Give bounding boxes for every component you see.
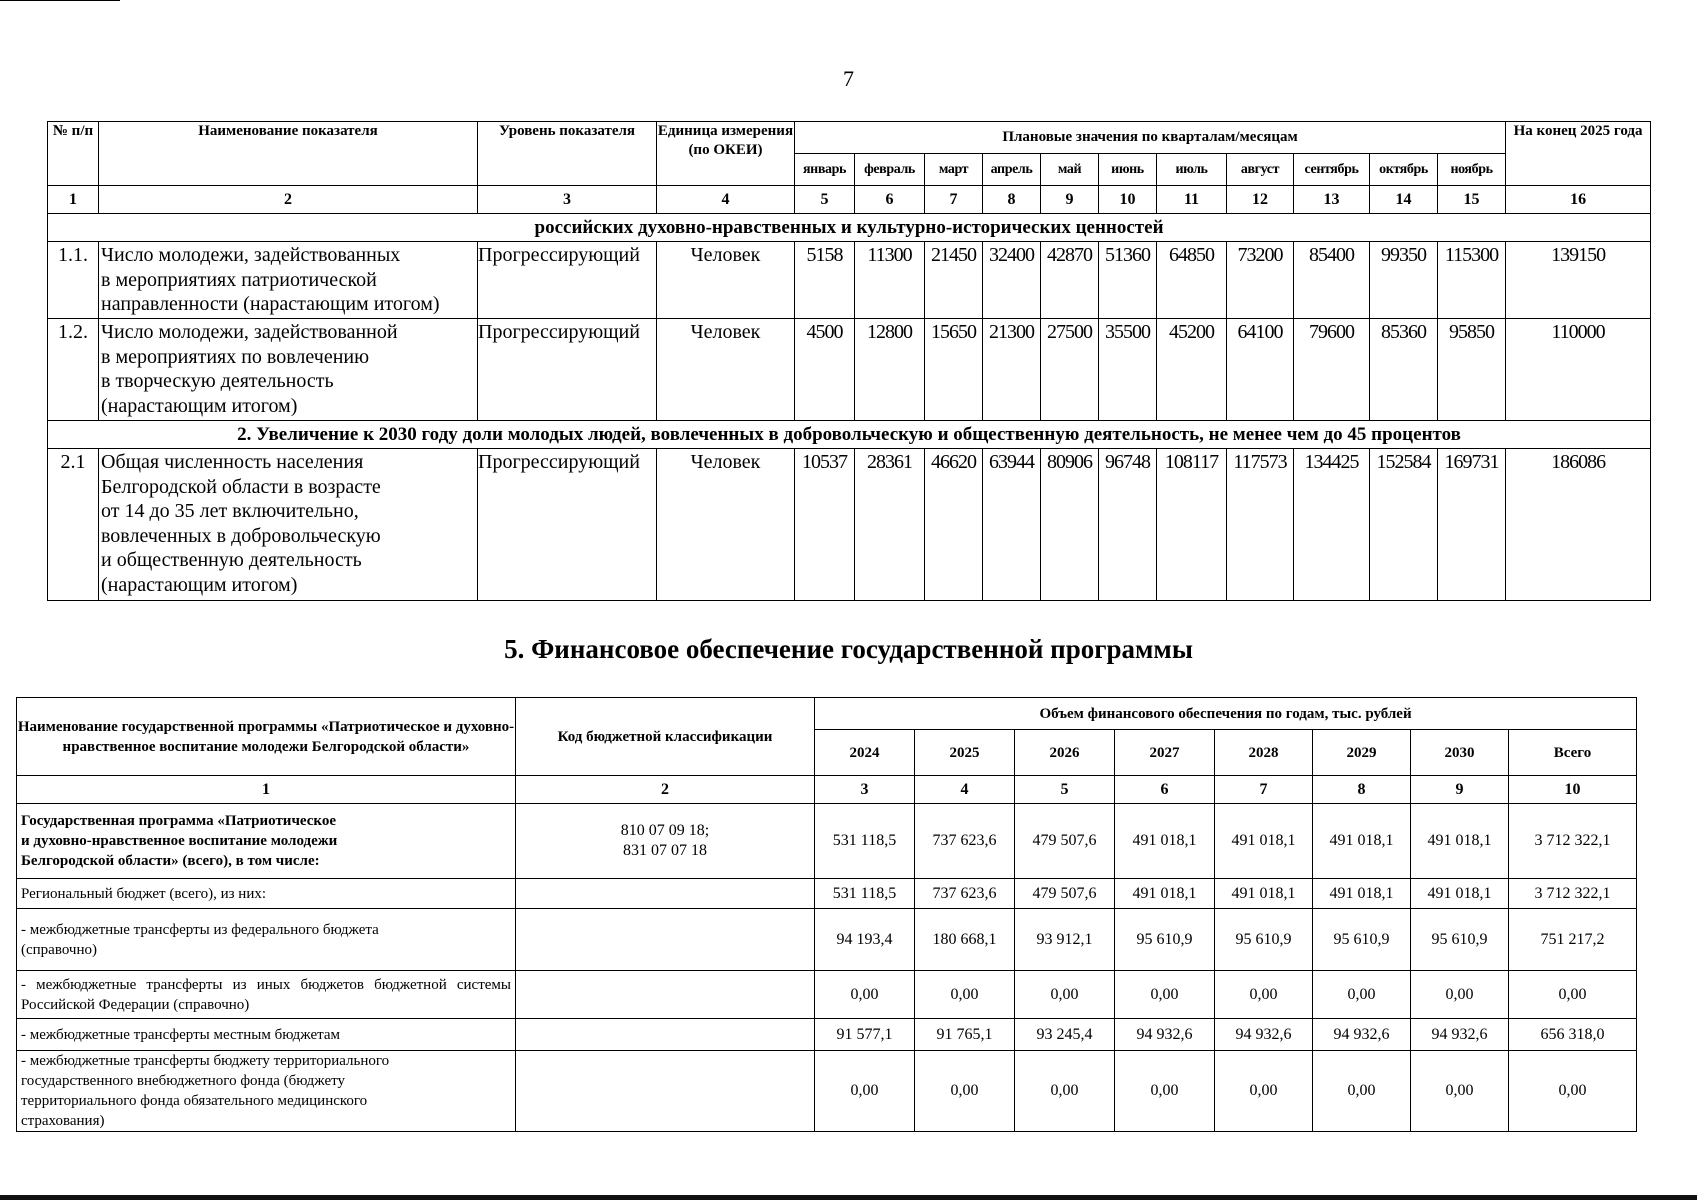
plan-value: 134425 bbox=[1294, 449, 1370, 601]
table-row bbox=[17, 971, 1637, 1019]
col-number: 5 bbox=[1015, 776, 1115, 804]
finance-value: 491 018,1 bbox=[1411, 879, 1509, 909]
col-number: 9 bbox=[1041, 186, 1099, 214]
finance-value: 0,00 bbox=[915, 971, 1015, 1019]
col-number: 2 bbox=[99, 186, 478, 214]
col-number: 8 bbox=[1313, 776, 1411, 804]
finance-value: 91 577,1 bbox=[815, 1019, 915, 1051]
month-header: март bbox=[925, 154, 983, 186]
page-number: 7 bbox=[843, 66, 854, 91]
finance-value: 95 610,9 bbox=[1411, 909, 1509, 971]
col-number: 5 bbox=[795, 186, 855, 214]
col-number: 10 bbox=[1099, 186, 1157, 214]
finance-value: 737 623,6 bbox=[915, 804, 1015, 879]
finance-value: 0,00 bbox=[1215, 1051, 1313, 1132]
finance-value: 479 507,6 bbox=[1015, 879, 1115, 909]
indicator-unit: Человек bbox=[657, 319, 795, 421]
plan-value: 64850 bbox=[1157, 242, 1227, 319]
finance-value: 0,00 bbox=[1015, 1051, 1115, 1132]
finance-value: 95 610,9 bbox=[1115, 909, 1215, 971]
finance-value: 180 668,1 bbox=[915, 909, 1015, 971]
header-program: Наименование государственной программы «Патриотическое и духовно-нравственное воспитание молодежи Белгородской области» bbox=[17, 698, 516, 776]
indicator-name: Число молодежи, задействованных в мероприятиях патриотической направленности (нарастающим итогом) bbox=[99, 242, 478, 319]
scan-bottom-border bbox=[0, 1195, 1697, 1200]
month-header: февраль bbox=[855, 154, 925, 186]
finance-value: 491 018,1 bbox=[1215, 804, 1313, 879]
plan-value: 80906 bbox=[1041, 449, 1099, 601]
plan-value: 85360 bbox=[1370, 319, 1438, 421]
row-num: 1.1. bbox=[48, 242, 99, 319]
plan-value: 117573 bbox=[1227, 449, 1294, 601]
budget-code bbox=[516, 971, 815, 1019]
header-end: На конец 2025 года bbox=[1506, 122, 1651, 186]
finance-table bbox=[16, 697, 1637, 1132]
indicator-name: Число молодежи, задействованной в мероприятиях по вовлечению в творческую деятельность (нарастающим итогом) bbox=[99, 319, 478, 421]
finance-value: 0,00 bbox=[815, 1051, 915, 1132]
budget-code bbox=[516, 909, 815, 971]
plan-value: 51360 bbox=[1099, 242, 1157, 319]
budget-code bbox=[516, 1051, 815, 1132]
year-header: 2028 bbox=[1215, 730, 1313, 776]
plan-value: 169731 bbox=[1438, 449, 1506, 601]
plan-value: 115300 bbox=[1438, 242, 1506, 319]
budget-code: 810 07 09 18; 831 07 07 18 bbox=[516, 804, 815, 879]
plan-value: 32400 bbox=[983, 242, 1041, 319]
indicator-level: Прогрессирующий bbox=[478, 319, 657, 421]
finance-value: 491 018,1 bbox=[1313, 879, 1411, 909]
indicator-unit: Человек bbox=[657, 449, 795, 601]
finance-value: 491 018,1 bbox=[1411, 804, 1509, 879]
finance-value: 94 932,6 bbox=[1115, 1019, 1215, 1051]
table-row bbox=[48, 242, 1651, 319]
section-title: 2. Увеличение к 2030 году доли молодых людей, вовлеченных в добровольческую и общественную деятельность, не менее чем до 45 процентов bbox=[48, 421, 1651, 449]
plan-value: 21450 bbox=[925, 242, 983, 319]
scan-mark-line bbox=[0, 0, 120, 1]
month-header: июнь bbox=[1099, 154, 1157, 186]
finance-total: 3 712 322,1 bbox=[1509, 879, 1637, 909]
year-header: 2029 bbox=[1313, 730, 1411, 776]
col-number: 10 bbox=[1509, 776, 1637, 804]
finance-value: 737 623,6 bbox=[915, 879, 1015, 909]
finance-value: 531 118,5 bbox=[815, 879, 915, 909]
year-header: 2025 bbox=[915, 730, 1015, 776]
table-row bbox=[17, 909, 1637, 971]
finance-value: 0,00 bbox=[1215, 971, 1313, 1019]
finance-total: 656 318,0 bbox=[1509, 1019, 1637, 1051]
finance-value: 0,00 bbox=[1313, 971, 1411, 1019]
header-code: Код бюджетной классификации bbox=[516, 698, 815, 776]
finance-value: 95 610,9 bbox=[1215, 909, 1313, 971]
month-header: май bbox=[1041, 154, 1099, 186]
finance-value: 94 932,6 bbox=[1215, 1019, 1313, 1051]
finance-value: 0,00 bbox=[1411, 1051, 1509, 1132]
plan-value: 108117 bbox=[1157, 449, 1227, 601]
finance-value: 0,00 bbox=[1015, 971, 1115, 1019]
month-header: октябрь bbox=[1370, 154, 1438, 186]
indicator-level: Прогрессирующий bbox=[478, 242, 657, 319]
finance-label: Государственная программа «Патриотическое и духовно-нравственное воспитание молодежи Белгородской области» (всего), в том числе: bbox=[17, 804, 516, 879]
plan-value: 95850 bbox=[1438, 319, 1506, 421]
plan-value: 12800 bbox=[855, 319, 925, 421]
col-number: 9 bbox=[1411, 776, 1509, 804]
finance-value: 94 932,6 bbox=[1313, 1019, 1411, 1051]
plan-value: 15650 bbox=[925, 319, 983, 421]
finance-label: - межбюджетные трансферты бюджету территориального государственного внебюджетного фонда (бюджету территориального фонда обязательного медицинского страхования) bbox=[17, 1051, 516, 1132]
indicator-level: Прогрессирующий bbox=[478, 449, 657, 601]
finance-value: 0,00 bbox=[1115, 1051, 1215, 1132]
plan-value: 46620 bbox=[925, 449, 983, 601]
finance-total: 0,00 bbox=[1509, 971, 1637, 1019]
col-number: 8 bbox=[983, 186, 1041, 214]
plan-value: 152584 bbox=[1370, 449, 1438, 601]
col-number: 7 bbox=[925, 186, 983, 214]
table-row bbox=[17, 804, 1637, 879]
table-row bbox=[17, 1019, 1637, 1051]
total-header: Всего bbox=[1509, 730, 1637, 776]
plan-value: 27500 bbox=[1041, 319, 1099, 421]
finance-value: 0,00 bbox=[915, 1051, 1015, 1132]
table-row bbox=[17, 1051, 1637, 1132]
finance-value: 0,00 bbox=[1313, 1051, 1411, 1132]
month-header: апрель bbox=[983, 154, 1041, 186]
header-level: Уровень показателя bbox=[478, 122, 657, 186]
indicator-name: Общая численность населения Белгородской области в возрасте от 14 до 35 лет включительно, вовлеченных в добровольческую и общественную деятельность (нарастающим итогом) bbox=[99, 449, 478, 601]
col-number: 1 bbox=[48, 186, 99, 214]
plan-value: 45200 bbox=[1157, 319, 1227, 421]
finance-value: 491 018,1 bbox=[1215, 879, 1313, 909]
row-num: 2.1 bbox=[48, 449, 99, 601]
plan-value: 96748 bbox=[1099, 449, 1157, 601]
header-plan: Плановые значения по кварталам/месяцам bbox=[795, 122, 1506, 154]
col-number: 11 bbox=[1157, 186, 1227, 214]
month-header: сентябрь bbox=[1294, 154, 1370, 186]
finance-value: 0,00 bbox=[1115, 971, 1215, 1019]
header-volume: Объем финансового обеспечения по годам, тыс. рублей bbox=[815, 698, 1637, 730]
plan-value: 5158 bbox=[795, 242, 855, 319]
col-number: 1 bbox=[17, 776, 516, 804]
finance-value: 491 018,1 bbox=[1115, 879, 1215, 909]
finance-label: - межбюджетные трансферты из иных бюджетов бюджетной системы Российской Федерации (справочно) bbox=[17, 971, 516, 1019]
finance-total: 3 712 322,1 bbox=[1509, 804, 1637, 879]
table-row bbox=[17, 879, 1637, 909]
plan-value: 63944 bbox=[983, 449, 1041, 601]
col-number: 6 bbox=[1115, 776, 1215, 804]
budget-code bbox=[516, 1019, 815, 1051]
budget-code bbox=[516, 879, 815, 909]
col-number: 3 bbox=[815, 776, 915, 804]
year-header: 2026 bbox=[1015, 730, 1115, 776]
finance-value: 95 610,9 bbox=[1313, 909, 1411, 971]
plan-value: 28361 bbox=[855, 449, 925, 601]
finance-value: 94 932,6 bbox=[1411, 1019, 1509, 1051]
finance-section-title: 5. Финансовое обеспечение государственной программы bbox=[504, 634, 1193, 664]
col-number: 13 bbox=[1294, 186, 1370, 214]
finance-value: 479 507,6 bbox=[1015, 804, 1115, 879]
finance-value: 491 018,1 bbox=[1313, 804, 1411, 879]
col-number: 15 bbox=[1438, 186, 1506, 214]
finance-value: 0,00 bbox=[815, 971, 915, 1019]
finance-value: 0,00 bbox=[1411, 971, 1509, 1019]
header-name: Наименование показателя bbox=[99, 122, 478, 186]
finance-value: 94 193,4 bbox=[815, 909, 915, 971]
col-number: 14 bbox=[1370, 186, 1438, 214]
plan-value: 64100 bbox=[1227, 319, 1294, 421]
plan-value: 11300 bbox=[855, 242, 925, 319]
table-row bbox=[48, 319, 1651, 421]
year-header: 2027 bbox=[1115, 730, 1215, 776]
end-value: 139150 bbox=[1506, 242, 1651, 319]
plan-value: 79600 bbox=[1294, 319, 1370, 421]
month-header: январь bbox=[795, 154, 855, 186]
finance-value: 93 245,4 bbox=[1015, 1019, 1115, 1051]
finance-label: - межбюджетные трансферты из федерального бюджета (справочно) bbox=[17, 909, 516, 971]
col-number: 16 bbox=[1506, 186, 1651, 214]
plan-value: 35500 bbox=[1099, 319, 1157, 421]
plan-value: 42870 bbox=[1041, 242, 1099, 319]
col-number: 3 bbox=[478, 186, 657, 214]
header-num: № п/п bbox=[48, 122, 99, 186]
section-title: российских духовно-нравственных и культурно-исторических ценностей bbox=[48, 214, 1651, 242]
finance-total: 0,00 bbox=[1509, 1051, 1637, 1132]
plan-value: 21300 bbox=[983, 319, 1041, 421]
month-header: август bbox=[1227, 154, 1294, 186]
indicators-table bbox=[47, 121, 1651, 601]
year-header: 2024 bbox=[815, 730, 915, 776]
month-header: июль bbox=[1157, 154, 1227, 186]
row-num: 1.2. bbox=[48, 319, 99, 421]
month-header: ноябрь bbox=[1438, 154, 1506, 186]
col-number: 12 bbox=[1227, 186, 1294, 214]
plan-value: 73200 bbox=[1227, 242, 1294, 319]
finance-label: Региональный бюджет (всего), из них: bbox=[17, 879, 516, 909]
plan-value: 10537 bbox=[795, 449, 855, 601]
finance-total: 751 217,2 bbox=[1509, 909, 1637, 971]
col-number: 7 bbox=[1215, 776, 1313, 804]
finance-value: 93 912,1 bbox=[1015, 909, 1115, 971]
finance-label: - межбюджетные трансферты местным бюджетам bbox=[17, 1019, 516, 1051]
section-row bbox=[48, 214, 1651, 242]
plan-value: 4500 bbox=[795, 319, 855, 421]
finance-value: 531 118,5 bbox=[815, 804, 915, 879]
col-number: 4 bbox=[915, 776, 1015, 804]
column-index-row bbox=[48, 186, 1651, 214]
col-number: 6 bbox=[855, 186, 925, 214]
col-number: 2 bbox=[516, 776, 815, 804]
year-header: 2030 bbox=[1411, 730, 1509, 776]
col-number: 4 bbox=[657, 186, 795, 214]
table-row bbox=[48, 449, 1651, 601]
end-value: 186086 bbox=[1506, 449, 1651, 601]
finance-value: 91 765,1 bbox=[915, 1019, 1015, 1051]
column-index-row bbox=[17, 776, 1637, 804]
end-value: 110000 bbox=[1506, 319, 1651, 421]
plan-value: 99350 bbox=[1370, 242, 1438, 319]
header-unit: Единица измерения (по ОКЕИ) bbox=[657, 122, 795, 186]
finance-value: 491 018,1 bbox=[1115, 804, 1215, 879]
plan-value: 85400 bbox=[1294, 242, 1370, 319]
indicator-unit: Человек bbox=[657, 242, 795, 319]
section-row bbox=[48, 421, 1651, 449]
